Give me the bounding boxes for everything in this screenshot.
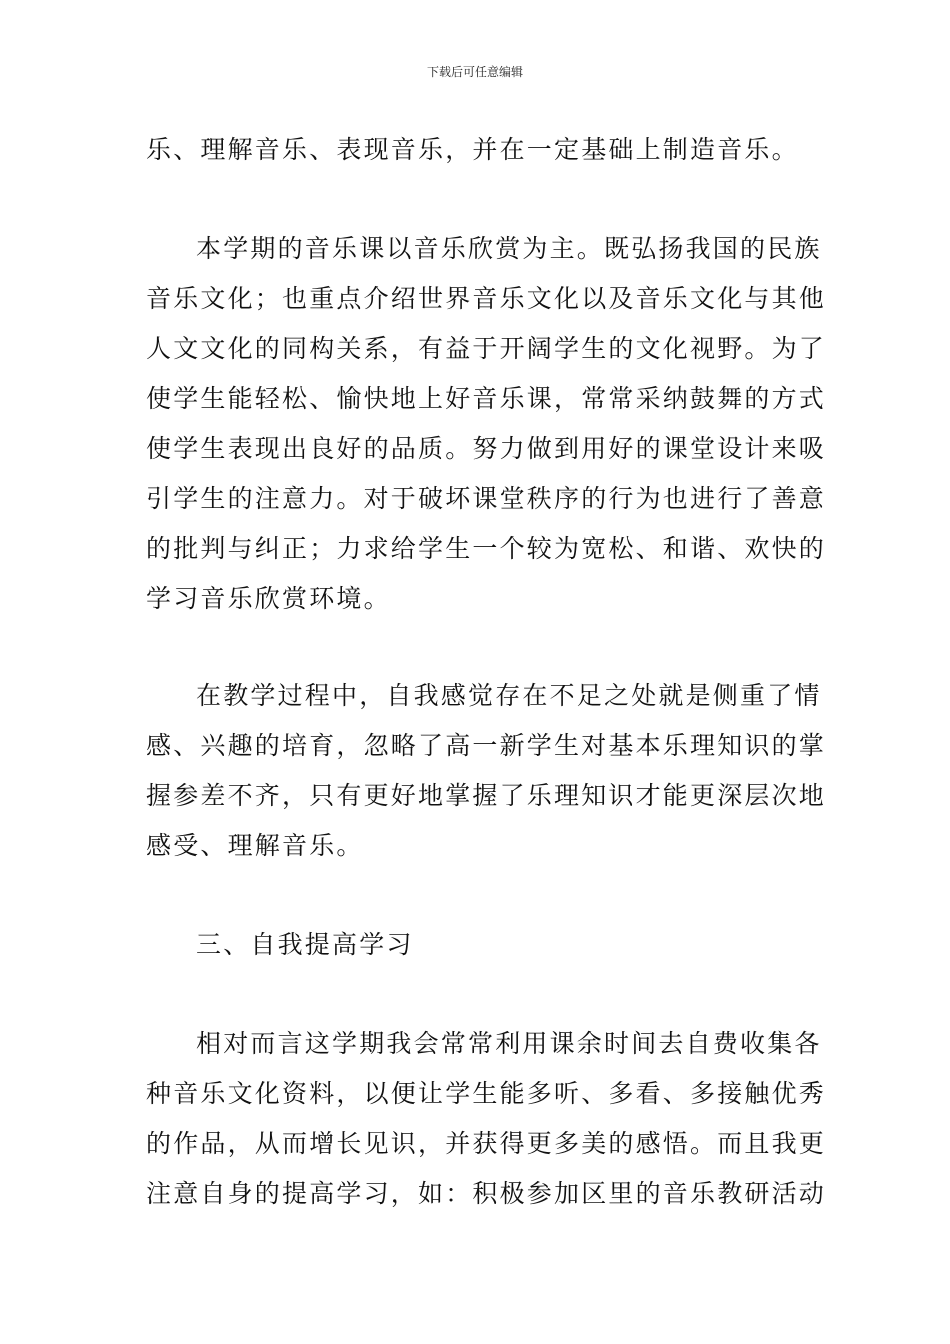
text-line: 学习音乐欣赏环境。 bbox=[146, 584, 391, 613]
text-line: 握参差不齐，只有更好地掌握了乐理知识才能更深层次地 bbox=[146, 781, 827, 810]
text-line: 人文文化的同构关系，有益于开阔学生的文化视野。为了 bbox=[146, 334, 827, 363]
text-line: 的批判与纠正；力求给学生一个较为宽松、和谐、欢快的 bbox=[146, 534, 827, 563]
text-line: 感、兴趣的培育，忽略了高一新学生对基本乐理知识的掌 bbox=[146, 731, 827, 760]
text-line: 种音乐文化资料，以便让学生能多听、多看、多接触优秀 bbox=[146, 1079, 827, 1108]
text-line: 在教学过程中，自我感觉存在不足之处就是侧重了情 bbox=[196, 681, 822, 710]
section-heading: 三、自我提高学习 bbox=[196, 930, 414, 959]
text-line: 的作品，从而增长见识，并获得更多美的感悟。而且我更 bbox=[146, 1129, 827, 1158]
text-line: 相对而言这学期我会常常利用课余时间去自费收集各 bbox=[196, 1029, 822, 1058]
text-line: 使学生表现出良好的品质。努力做到用好的课堂设计来吸 bbox=[146, 434, 827, 463]
text-line: 本学期的音乐课以音乐欣赏为主。既弘扬我国的民族 bbox=[196, 234, 822, 263]
text-line: 音乐文化；也重点介绍世界音乐文化以及音乐文化与其他 bbox=[146, 284, 827, 313]
text-line: 使学生能轻松、愉快地上好音乐课，常常采纳鼓舞的方式 bbox=[146, 384, 827, 413]
text-line: 注意自身的提高学习，如：积极参加区里的音乐教研活动 bbox=[146, 1179, 827, 1208]
page-header: 下载后可任意编辑 bbox=[426, 65, 523, 79]
text-line: 乐、理解音乐、表现音乐，并在一定基础上制造音乐。 bbox=[146, 135, 799, 164]
text-line: 引学生的注意力。对于破坏课堂秩序的行为也进行了善意 bbox=[146, 484, 827, 513]
text-line: 感受、理解音乐。 bbox=[146, 831, 364, 860]
